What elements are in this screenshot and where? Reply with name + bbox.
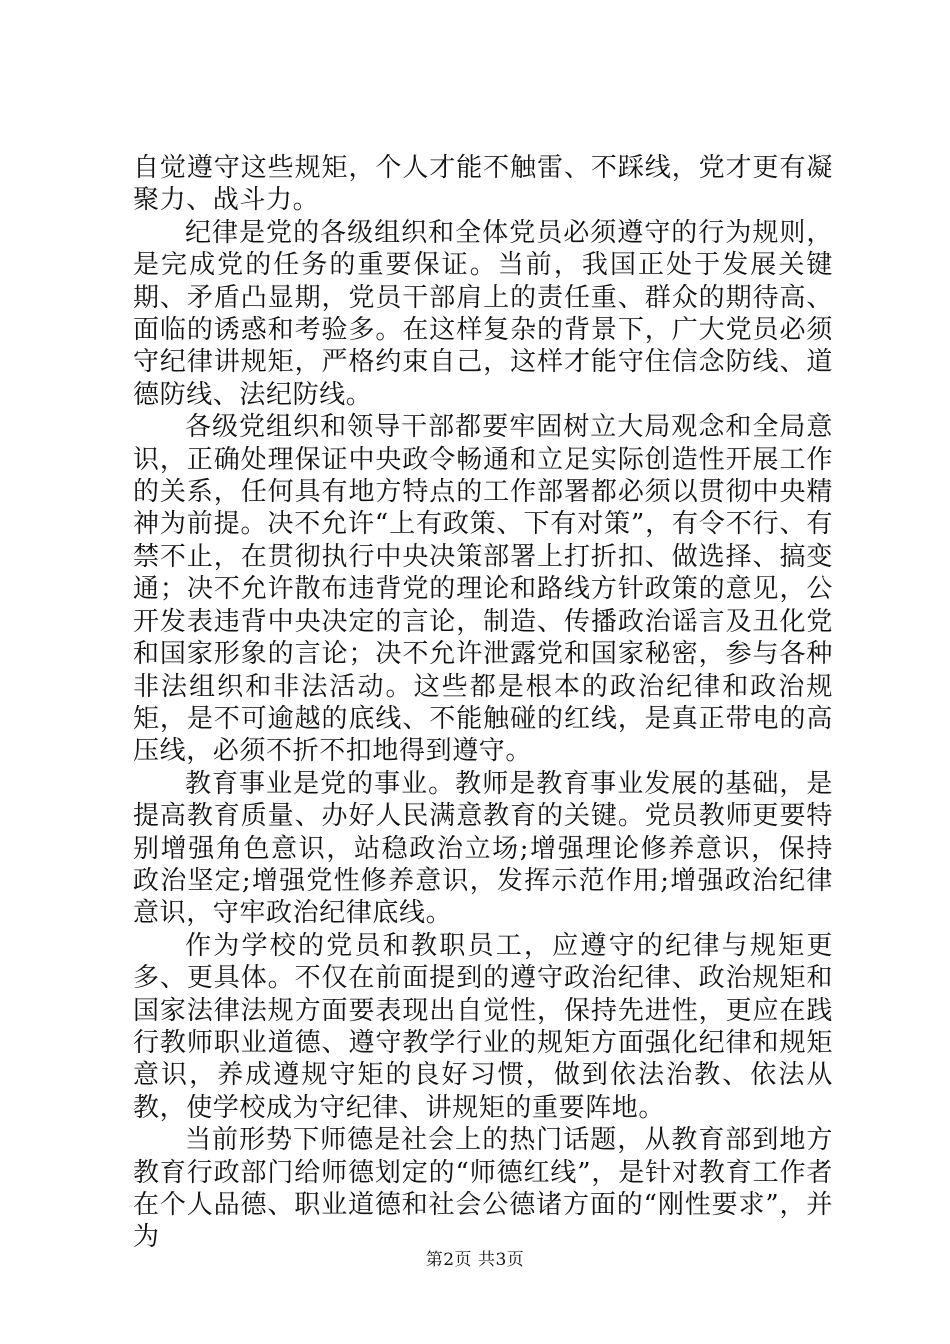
document-body xyxy=(133,152,833,1254)
paragraph-continuation: 自觉遵守这些规矩，个人才能不触雷、不踩线，党才更有凝聚力、战斗力。 xyxy=(133,153,833,216)
paragraph-teacher-ethics: 当前形势下师德是社会上的热门话题，从教育部到地方教育行政部门给师德划定的“师德红线”，是针对教育工作者在个人品德、职业道德和社会公德诸方面的“刚性要求”，并为 xyxy=(133,1125,833,1253)
paragraph-discipline-rules: 纪律是党的各级组织和全体党员必须遵守的行为规则，是完成党的任务的重要保证。当前，我国正处于发展关键期、矛盾凸显期，党员干部肩上的责任重、群众的期待高、面临的诱惑和考验多。在这样复杂的背景下，广大党员必须守纪律讲规矩，严格约束自己，这样才能守住信念防线、道德防线、法纪防线。 xyxy=(133,217,833,410)
paragraph-party-organizations: 各级党组织和领导干部都要牢固树立大局观念和全局意识，正确处理保证中央政令畅通和立足实际创造性开展工作的关系，任何具有地方特点的工作部署都必须以贯彻中央精神为前提。决不允许“上有政策、下有对策”，有令不行、有禁不止，在贯彻执行中央决策部署上打折扣、做选择、搞变通；决不允许散布违背党的理论和路线方针政策的意见，公开发表违背中央决定的言论，制造、传播政治谣言及丑化党和国家形象的言论；决不允许泄露党和国家秘密，参与各种非法组织和非法活动。这些都是根本的政治纪律和政治规矩，是不可逾越的底线、不能触碰的红线，是真正带电的高压线，必须不折不扣地得到遵守。 xyxy=(133,412,833,767)
paragraph-school-staff: 作为学校的党员和教职员工，应遵守的纪律与规矩更多、更具体。不仅在前面提到的遵守政治纪律、政治规矩和国家法律法规方面要表现出自觉性，保持先进性，更应在践行教师职业道德、遵守教学行业的规矩方面强化纪律和规矩意识，养成遵规守矩的良好习惯，做到依法治教、依法从教，使学校成为守纪律、讲规矩的重要阵地。 xyxy=(133,930,833,1123)
page-number-footer: 第2页 共3页 xyxy=(425,1250,525,1270)
paragraph-education-cause: 教育事业是党的事业。教师是教育事业发展的基础，是提高教育质量、办好人民满意教育的关键。党员教师更要特别增强角色意识，站稳政治立场;增强理论修养意识，保持政治坚定;增强党性修养意识，发挥示范作用;增强政治纪律意识，守牢政治纪律底线。 xyxy=(133,768,833,929)
